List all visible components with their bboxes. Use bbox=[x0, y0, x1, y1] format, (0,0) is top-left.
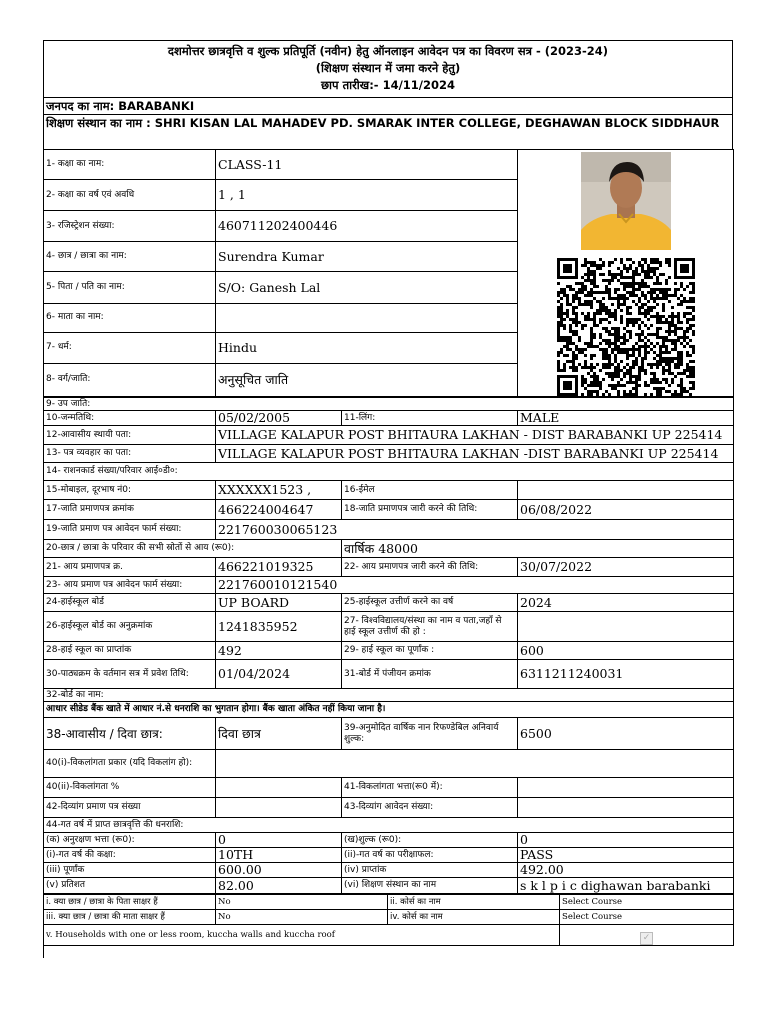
form-header bbox=[43, 40, 733, 97]
value-fee-amount: 0 bbox=[518, 833, 734, 848]
value-highschool-total: 600 bbox=[518, 642, 734, 660]
label-registration: 3- रजिस्ट्रेशन संख्या: bbox=[44, 211, 216, 242]
label-caste-cert-date: 18-जाति प्रमाणपत्र जारी करने की तिथि: bbox=[342, 500, 518, 520]
label-father-literate: i. क्या छात्र / छात्रा के पिता साक्षर हैं bbox=[44, 895, 216, 910]
label-fee-amount: (ख)शुल्क (रू0): bbox=[342, 833, 518, 848]
value-full-marks: 600.00 bbox=[216, 863, 342, 878]
label-ration-card: 14- राशनकार्ड संख्या/परिवार आई०डी०: bbox=[44, 463, 734, 481]
label-maintenance-allowance: (क) अनुरक्षण भत्ता (रू0): bbox=[44, 833, 216, 848]
print-date: छाप तारीख:- 14/11/2024 bbox=[321, 78, 455, 92]
label-last-year-scholarship: 44-गत वर्ष में प्राप्त छात्रवृत्ति की धनराशि: bbox=[44, 818, 734, 833]
value-income-form-no: 221760010121540 bbox=[216, 577, 734, 594]
value-obtained-marks: 492.00 bbox=[518, 863, 734, 878]
label-full-marks: (iii) पूर्णांक bbox=[44, 863, 216, 878]
label-permanent-address: 12-आवासीय स्थायी पता: bbox=[44, 426, 216, 445]
value-highschool-obtained: 492 bbox=[216, 642, 342, 660]
value-percentage: 82.00 bbox=[216, 878, 342, 894]
value-residential-day: दिवा छात्र bbox=[216, 718, 342, 750]
label-mobile: 15-मोबाइल, दूरभाष नं0: bbox=[44, 481, 216, 500]
household-kuccha-cell bbox=[560, 925, 734, 946]
label-board-registration: 31-बोर्ड में पंजीयन क्रमांक bbox=[342, 660, 518, 689]
value-category: अनुसूचित जाति bbox=[216, 363, 518, 396]
value-caste-cert-date: 06/08/2022 bbox=[518, 500, 734, 520]
qr-code bbox=[557, 258, 695, 396]
value-disability-allowance bbox=[518, 778, 734, 798]
label-disability-cert: 42-दिव्यांग प्रमाण पत्र संख्या bbox=[44, 798, 216, 818]
label-father-name: 5- पिता / पति का नाम: bbox=[44, 272, 216, 303]
value-highschool-board: UP BOARD bbox=[216, 594, 342, 612]
label-email: 16-ईमेल bbox=[342, 481, 518, 500]
household-kuccha-checkbox[interactable]: ✓ bbox=[640, 932, 653, 945]
value-last-result: PASS bbox=[518, 848, 734, 863]
value-mother-literate: No bbox=[216, 910, 388, 925]
value-family-income: वार्षिक 48000 bbox=[342, 540, 734, 558]
label-highschool-total: 29- हाई स्कूल का पूर्णांक : bbox=[342, 642, 518, 660]
label-sub-caste: 9- उप जाति: bbox=[44, 398, 734, 411]
label-highschool-roll: 26-हाईस्कूल बोर्ड का अनुक्रमांक bbox=[44, 612, 216, 642]
label-correspondence-address: 13- पत्र व्यवहार का पता: bbox=[44, 445, 216, 463]
value-year-duration: 1 , 1 bbox=[216, 180, 518, 211]
value-permanent-address: VILLAGE KALAPUR POST BHITAURA LAKHAN - DIST BARABANKI UP 225414 bbox=[216, 426, 734, 445]
label-income-form-no: 23- आय प्रमाण पत्र आवेदन फार्म संख्या: bbox=[44, 577, 216, 594]
label-percentage: (v) प्रतिशत bbox=[44, 878, 216, 894]
value-disability-cert bbox=[216, 798, 342, 818]
form-title: दशमोत्तर छात्रवृत्ति व शुल्क प्रतिपूर्ति (नवीन) हेतु ऑनलाइन आवेदन पत्र का विवरण सत्र - (2023-24) bbox=[167, 44, 609, 58]
form-left-edge bbox=[43, 946, 44, 958]
value-course-name-2: Select Course bbox=[560, 910, 734, 925]
value-disability-percent bbox=[216, 778, 342, 798]
label-residential-day: 38-आवासीय / दिवा छात्र: bbox=[44, 718, 216, 750]
value-highschool-institute bbox=[518, 612, 734, 642]
application-form bbox=[43, 40, 733, 958]
label-course-name-1: ii. कोर्स का नाम bbox=[388, 895, 560, 910]
label-last-result: (ii)-गत वर्ष का परीक्षाफल: bbox=[342, 848, 518, 863]
label-income-cert-no: 21- आय प्रमाणपत्र क्र. bbox=[44, 558, 216, 577]
value-highschool-year: 2024 bbox=[518, 594, 734, 612]
label-disability-type: 40(i)-विकलांगता प्रकार (यदि विकलांग हो): bbox=[44, 750, 216, 778]
label-dob: 10-जन्मतिथि: bbox=[44, 411, 216, 426]
value-student-name: Surendra Kumar bbox=[216, 242, 518, 272]
label-highschool-board: 24-हाईस्कूल बोर्ड bbox=[44, 594, 216, 612]
value-income-cert-date: 30/07/2022 bbox=[518, 558, 734, 577]
value-registration: 460711202400446 bbox=[216, 211, 518, 242]
value-admission-date: 01/04/2024 bbox=[216, 660, 342, 689]
label-disability-percent: 40(ii)-विकलांगता % bbox=[44, 778, 216, 798]
label-highschool-year: 25-हाईस्कूल उत्तीर्ण करने का वर्ष bbox=[342, 594, 518, 612]
value-caste-form-no: 221760030065123 bbox=[216, 520, 734, 540]
label-nonrefundable-fee: 39-अनुमोदित वार्षिक नान रिफण्डेबिल अनिवार्य शुल्क: bbox=[342, 718, 518, 750]
institution-name: शिक्षण संस्थान का नाम : SHRI KISAN LAL MAHADEV PD. SMARAK INTER COLLEGE, DEGHAWAN BLOCK SIDDHAUR bbox=[43, 114, 733, 149]
label-household-kuccha: v. Households with one or less room, kuccha walls and kuccha roof bbox=[44, 925, 560, 946]
value-father-name: S/O: Ganesh Lal bbox=[216, 272, 518, 303]
label-income-cert-date: 22- आय प्रमाणपत्र जारी करने की तिथि: bbox=[342, 558, 518, 577]
label-highschool-obtained: 28-हाई स्कूल का प्राप्तांक bbox=[44, 642, 216, 660]
details-table-bottom bbox=[43, 894, 734, 946]
photo-qr-cell bbox=[518, 150, 734, 397]
aadhaar-note: आधार सीडेड बैंक खाते में आधार नं.से धनराशि का भुगतान होगा। बैंक खाता अंकित नहीं किया जाना है। bbox=[44, 702, 734, 718]
label-religion: 7- धर्म: bbox=[44, 332, 216, 363]
label-mother-name: 6- माता का नाम: bbox=[44, 303, 216, 332]
label-family-income: 20-छात्र / छात्रा के परिवार की सभी स्रोतों से आय (रू0): bbox=[44, 540, 342, 558]
label-disability-application: 43-दिव्यांग आवेदन संख्या: bbox=[342, 798, 518, 818]
value-gender: MALE bbox=[518, 411, 734, 426]
value-father-literate: No bbox=[216, 895, 388, 910]
value-disability-type bbox=[216, 750, 734, 778]
value-dob: 05/02/2005 bbox=[216, 411, 342, 426]
value-mother-name bbox=[216, 303, 518, 332]
label-last-class: (i)-गत वर्ष की कक्षा: bbox=[44, 848, 216, 863]
label-class: 1- कक्षा का नाम: bbox=[44, 150, 216, 180]
student-photo bbox=[581, 152, 671, 250]
value-disability-application bbox=[518, 798, 734, 818]
label-course-name-2: iv. कोर्स का नाम bbox=[388, 910, 560, 925]
value-board-registration: 6311211240031 bbox=[518, 660, 734, 689]
value-maintenance-allowance: 0 bbox=[216, 833, 342, 848]
details-table-top bbox=[43, 149, 734, 397]
value-last-institute: s k l p i c dighawan barabanki bbox=[518, 878, 734, 894]
value-highschool-roll: 1241835952 bbox=[216, 612, 342, 642]
value-course-name-1: Select Course bbox=[560, 895, 734, 910]
label-last-institute: (vi) शिक्षण संस्थान का नाम bbox=[342, 878, 518, 894]
label-mother-literate: iii. क्या छात्र / छात्रा की माता साक्षर हैं bbox=[44, 910, 216, 925]
value-correspondence-address: VILLAGE KALAPUR POST BHITAURA LAKHAN -DIST BARABANKI UP 225414 bbox=[216, 445, 734, 463]
value-religion: Hindu bbox=[216, 332, 518, 363]
district-name: जनपद का नाम: BARABANKI bbox=[43, 97, 733, 114]
label-highschool-institute: 27- विश्वविद्यालय/संस्था का नाम व पता,जहाँ से हाई स्कूल उत्तीर्ण की हो : bbox=[342, 612, 518, 642]
label-admission-date: 30-पाठ्यक्रम के वर्तमान सत्र में प्रवेश तिथि: bbox=[44, 660, 216, 689]
value-mobile: XXXXXX1523 , bbox=[216, 481, 342, 500]
value-income-cert-no: 466221019325 bbox=[216, 558, 342, 577]
value-email bbox=[518, 481, 734, 500]
value-class: CLASS-11 bbox=[216, 150, 518, 180]
value-nonrefundable-fee: 6500 bbox=[518, 718, 734, 750]
label-obtained-marks: (iv) प्राप्तांक bbox=[342, 863, 518, 878]
label-disability-allowance: 41-विकलांगता भत्ता(रू0 में): bbox=[342, 778, 518, 798]
label-gender: 11-लिंग: bbox=[342, 411, 518, 426]
label-caste-form-no: 19-जाति प्रमाण पत्र आवेदन फार्म संख्या: bbox=[44, 520, 216, 540]
value-caste-cert-no: 466224004647 bbox=[216, 500, 342, 520]
label-student-name: 4- छात्र / छात्रा का नाम: bbox=[44, 242, 216, 272]
form-subtitle: (शिक्षण संस्थान में जमा करने हेतु) bbox=[315, 61, 461, 75]
label-caste-cert-no: 17-जाति प्रमाणपत्र क्रमांक bbox=[44, 500, 216, 520]
label-year-duration: 2- कक्षा का वर्ष एवं अवधि bbox=[44, 180, 216, 211]
label-category: 8- वर्ग/जाति: bbox=[44, 363, 216, 396]
value-last-class: 10TH bbox=[216, 848, 342, 863]
details-table-main bbox=[43, 397, 734, 894]
label-board-name: 32-बोर्ड का नाम: bbox=[44, 689, 734, 702]
